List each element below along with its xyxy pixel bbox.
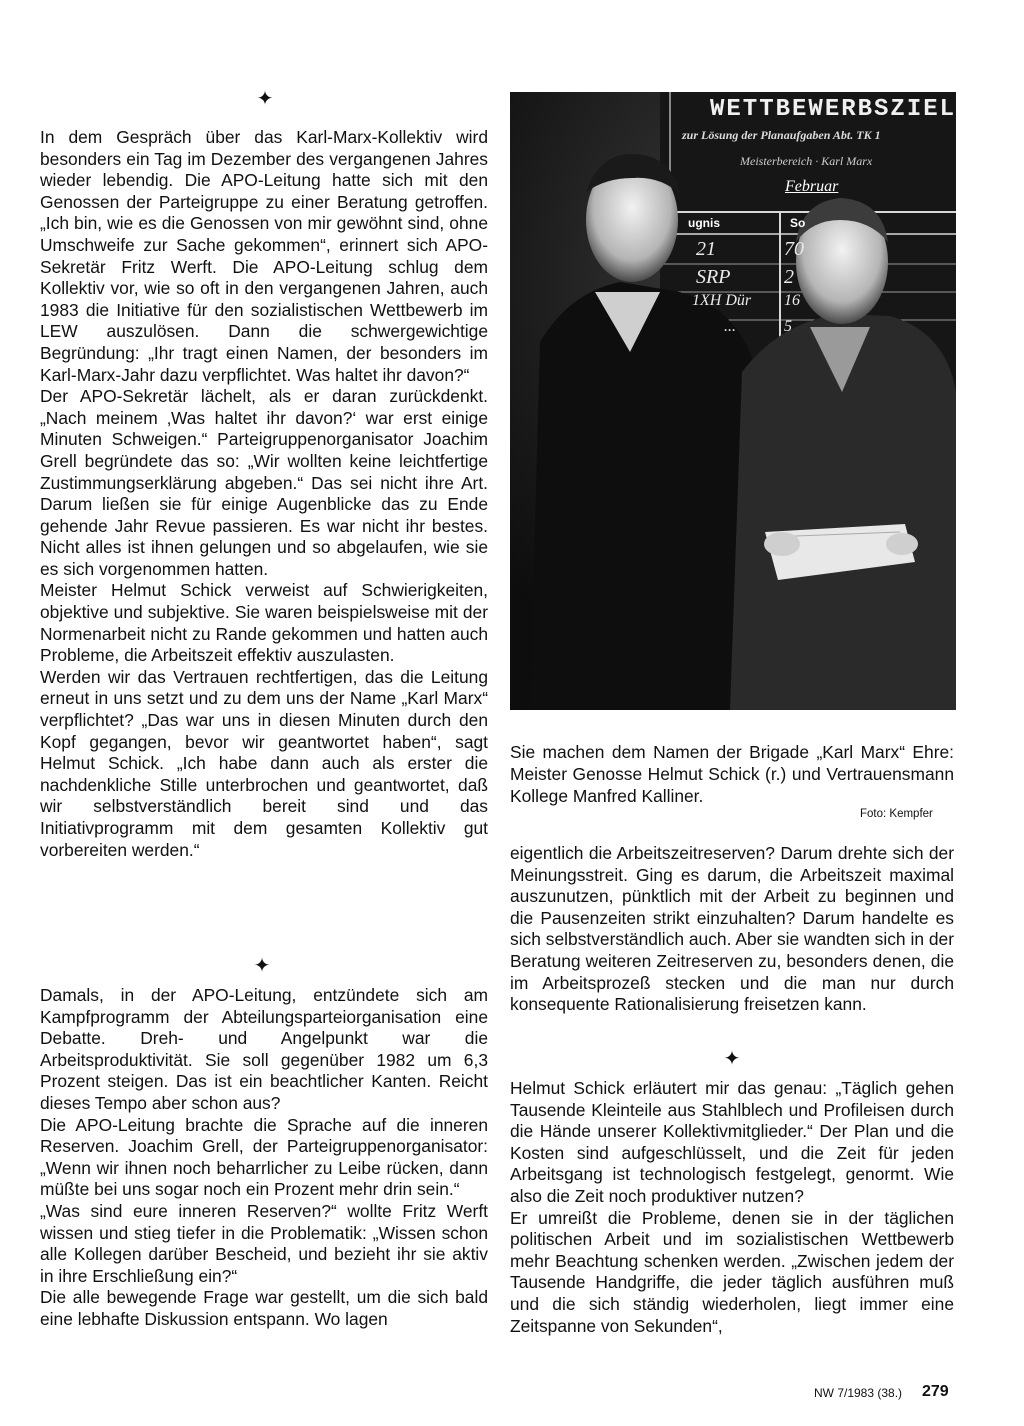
photo-caption	[510, 742, 954, 807]
photo	[510, 92, 956, 710]
board-col-2: So	[790, 216, 806, 230]
paragraph: eigentlich die Arbeitszeitreserven? Darum drehte sich der Meinungsstreit. Ging es darum, die Arbeitszeit maximal auszunutzen, pünktlich mit der Arbeit zu beginnen und die Pausenzeiten strikt einzuhalten? Darum handelte es sich selbstverständlich auch. Aber sie wandten sich in der Beratung weiteren Zeitreserven zu, besonders denen, die im Arbeitsprozeß stecken und die man nur durch konsequente Rationalisierung freisetzen kann.	[510, 843, 954, 1015]
board-month: Februar	[785, 178, 839, 195]
section-separator-3: ✦	[723, 1046, 741, 1070]
board-cell: 2	[784, 266, 794, 288]
left-section-2	[40, 985, 488, 1331]
right-column	[510, 843, 954, 1016]
section-separator-2: ✦	[253, 953, 271, 977]
photo-illustration	[510, 92, 956, 710]
board-cell: 1XH Dür	[692, 292, 752, 309]
board-cell: 70	[784, 238, 804, 260]
board-cell: 5	[784, 318, 792, 335]
paragraph: Der APO-Sekretär lächelt, als er daran zurückdenkt. „Nach meinem ‚Was haltet ihr davon?‘ war erst einige Minuten Schweigen.“ Parteigruppenorganisator Joachim Grell begründete das so: „Wir wollten keine leichtfertige Zustimmungserklärung abgeben.“ Das sei nicht ihre Art. Darum ließen sie für einige Augenblicke das zu Ende gehende Jahr Revue passieren. Es war nicht ihr bestes. Nicht alles ist ihnen gelungen und so abgelaufen, wie sie es sich vorgenommen hatten.	[40, 386, 488, 579]
board-col-1: ugnis	[688, 216, 720, 230]
board-cell: SRP	[696, 266, 731, 288]
paragraph: Er umreißt die Probleme, denen sie in der täglichen politischen Arbeit und im sozialistischen Wettbewerb mehr Beachtung schenken werden. „Zwischen jedem der Tausende Handgriffe, die jeder täglich ausführen muß und die sich ständig wiederholen, liegt immer eine Zeitspanne von Sekunden“,	[510, 1207, 954, 1336]
paragraph: Meister Helmut Schick verweist auf Schwierigkeiten, objektive und subjektive. Sie waren beispielsweise mit der Normenarbeit nicht zu Rande gekommen und hatten auch Probleme, die Arbeitszeit effektiv auszulasten.	[40, 580, 488, 666]
left-column	[40, 127, 488, 861]
board-cell: 16	[784, 292, 800, 309]
board-line-2: Meisterbereich · Karl Marx	[740, 154, 873, 168]
right-column-lower	[510, 1078, 954, 1337]
photo-credit: Foto: Kempfer	[860, 808, 933, 820]
paragraph: Die APO-Leitung brachte die Sprache auf die inneren Reserven. Joachim Grell, der Parteigruppenorganisator: „Wenn wir ihnen noch beharrlicher zu Leibe rücken, dann müßte bei uns sogar noch ein Prozent mehr drin sein.“	[40, 1114, 488, 1200]
caption-text: Sie machen dem Namen der Brigade „Karl Marx“ Ehre: Meister Genosse Helmut Schick (r.) und Vertrauensmann Kollege Manfred Kalliner.	[510, 742, 954, 806]
paragraph: Helmut Schick erläutert mir das genau: „Täglich gehen Tausende Kleinteile aus Stahlblech und Profileisen durch die Hände unserer Kollektivmitglieder.“ Der Plan und die Kosten sind aufgeschlüsselt, und die Zeit für jeden Arbeitsgang ist technologisch festgelegt, genormt. Wie also die Zeit noch produktiver nutzen?	[510, 1078, 954, 1206]
paragraph: In dem Gespräch über das Karl-Marx-Kollektiv wird besonders ein Tag im Dezember des vergangenen Jahres wieder lebendig. Die APO-Leitung hatte sich mit den Genossen der Parteigruppe zu einer Beratung getroffen. „Ich bin, wie es die Genossen von mir gewöhnt sind, ohne Umschweife zur Sache gekommen“, erinnert sich APO-Sekretär Fritz Werft. Die APO-Leitung schlug dem Kollektiv vor, wie so oft in den vergangenen Jahren, auch 1983 die Initiative für den sozialistischen Wettbewerb im LEW auszulösen. Dann die schwergewichtige Begründung: „Ihr tragt einen Namen, der besonders im Karl-Marx-Jahr dazu verpflichtet. Was haltet ihr davon?“	[40, 127, 488, 385]
board-cell: 21	[696, 238, 716, 260]
issue-label: NW 7/1983 (38.)	[814, 1386, 903, 1400]
page-number: 279	[922, 1383, 949, 1400]
paragraph: „Was sind eure inneren Reserven?“ wollte Fritz Werft wissen und stieg tiefer in die Problematik: „Wissen schon alle Kollegen darüber Bescheid, und bezieht ihr sie aktiv in ihre Erschließung ein?“	[40, 1200, 488, 1286]
section-separator-1: ✦	[256, 86, 274, 110]
paragraph: Die alle bewegende Frage war gestellt, um die sich bald eine lebhafte Diskussion entspann. Wo lagen	[40, 1287, 488, 1329]
left-section-1	[40, 127, 488, 861]
board-cell: ...	[724, 318, 736, 335]
paragraph: Werden wir das Vertrauen rechtfertigen, das die Leitung erneut in uns setzt und zu dem uns der Name „Karl Marx“ verpflichtet? „Das war uns in diesen Minuten durch den Kopf gegangen, bevor wir geantwortet haben“, sagt Helmut Schick. „Ich habe dann auch als erster die nachdenkliche Stille unterbrochen und geantwortet, daß wir selbstverständlich bereit sind und das Initiativprogramm mit dem gesamten Kollektiv gut vorbereiten werden.“	[40, 666, 488, 860]
board-line-1: zur Lösung der Planaufgaben Abt. TK 1	[682, 128, 881, 142]
paragraph: Damals, in der APO-Leitung, entzündete sich am Kampfprogramm der Abteilungsparteiorganisation eine Debatte. Dreh- und Angelpunkt war die Arbeitsproduktivität. Sie soll gegenüber 1982 um 6,3 Prozent steigen. Das ist ein beachtlicher Kanten. Reicht dieses Tempo aber schon aus?	[40, 985, 488, 1113]
left-column-lower	[40, 985, 488, 1331]
board-title: WETTBEWERBSZIEL	[710, 96, 956, 123]
